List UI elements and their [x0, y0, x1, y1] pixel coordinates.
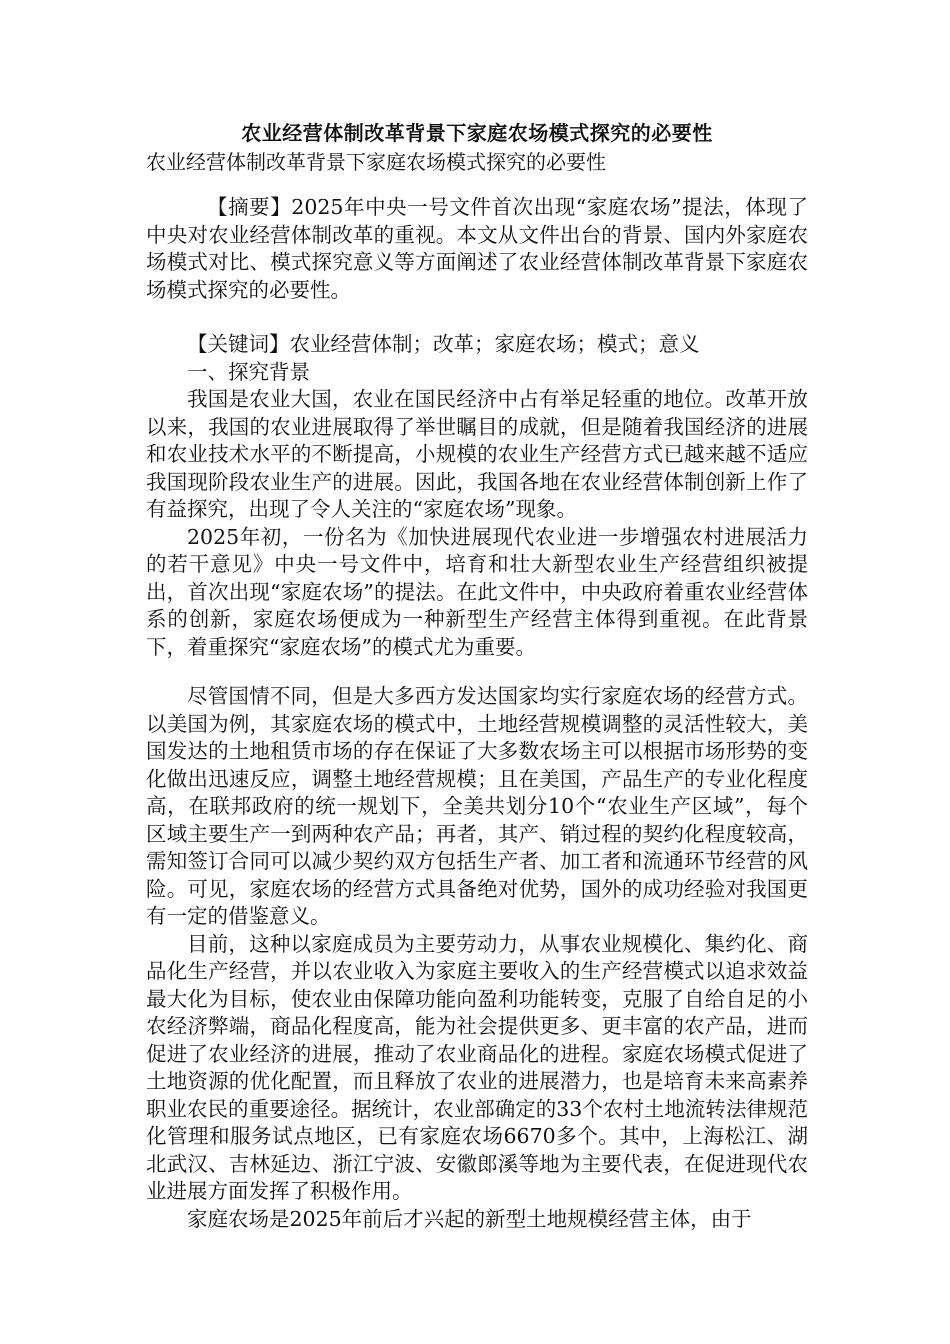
- keywords-line: 【关键词】农业经营体制；改革；家庭农场；模式；意义: [187, 332, 700, 356]
- body-paragraph: 家庭农场是2025年前后才兴起的新型土地规模经营主体，由于: [187, 1206, 752, 1231]
- section-heading: 一、探究背景: [187, 359, 310, 384]
- body-paragraph: 尽管国情不同，但是大多西方发达国家均实行家庭农场的经营方式。以美国为例，其家庭农场的模式中，土地经营规模调整的灵活性较大，美国发达的土地租赁市场的存在保证了大多数农场主可以根据市场形势的变化做出迅速反应，调整土地经营规模；且在美国，产品生产的专业化程度高，在联邦政府的统一规划下，全美共划分10个“农业生产区域”，每个区域主要生产一到两种农产品；再者，其产、销过程的契约化程度较高，需知签订合同可以减少契约双方包括生产者、加工者和流通环节经营的风险。可见，家庭农场的经营方式具备绝对优势，国外的成功经验对我国更有一定的借鉴意义。: [146, 684, 808, 928]
- body-paragraph: 2025年初，一份名为《加快进展现代农业进一步增强农村进展活力的若干意见》中央一号文件中，培育和壮大新型农业生产经营组织被提出，首次出现“家庭农场”的提法。在此文件中，中央政府着重农业经营体系的创新，家庭农场便成为一种新型生产经营主体得到重视。在此背景下，着重探究“家庭农场”的模式尤为重要。: [146, 524, 808, 659]
- body-paragraph: 我国是农业大国，农业在国民经济中占有举足轻重的地位。改革开放以来，我国的农业进展取得了举世瞩目的成就，但是随着我国经济的进展和农业技术水平的不断提高，小规模的农业生产经营方式已越来越不适应我国现阶段农业生产的进展。因此，我国各地在农业经营体制创新上作了有益探究，出现了令人关注的“家庭农场”现象。: [146, 387, 808, 521]
- document-title: 农业经营体制改革背景下家庭农场模式探究的必要性: [241, 121, 713, 145]
- abstract-paragraph: 【摘要】2025年中央一号文件首次出现“家庭农场”提法，体现了中央对农业经营体制改革的重视。本文从文件出台的背景、国内外家庭农场模式对比、模式探究意义等方面阐述了农业经营体制改革背景下家庭农场模式探究的必要性。: [146, 195, 808, 302]
- body-paragraph: 目前，这种以家庭成员为主要劳动力，从事农业规模化、集约化、商品化生产经营，并以农业收入为家庭主要收入的生产经营模式以追求效益最大化为目标，使农业由保障功能向盈利功能转变，克服了自给自足的小农经济弊端，商品化程度高，能为社会提供更多、更丰富的农产品，进而促进了农业经济的进展，推动了农业商品化的进程。家庭农场模式促进了土地资源的优化配置，而且释放了农业的进展潜力，也是培育未来高素养职业农民的重要途径。据统计，农业部确定的33个农村土地流转法律规范化管理和服务试点地区，已有家庭农场6670多个。其中，上海松江、湖北武汉、吉林延边、浙江宁波、安徽郎溪等地为主要代表，在促进现代农业进展方面发挥了积极作用。: [146, 931, 808, 1203]
- document-subtitle: 农业经营体制改革背景下家庭农场模式探究的必要性: [146, 150, 606, 174]
- document-body: [146, 118, 808, 1233]
